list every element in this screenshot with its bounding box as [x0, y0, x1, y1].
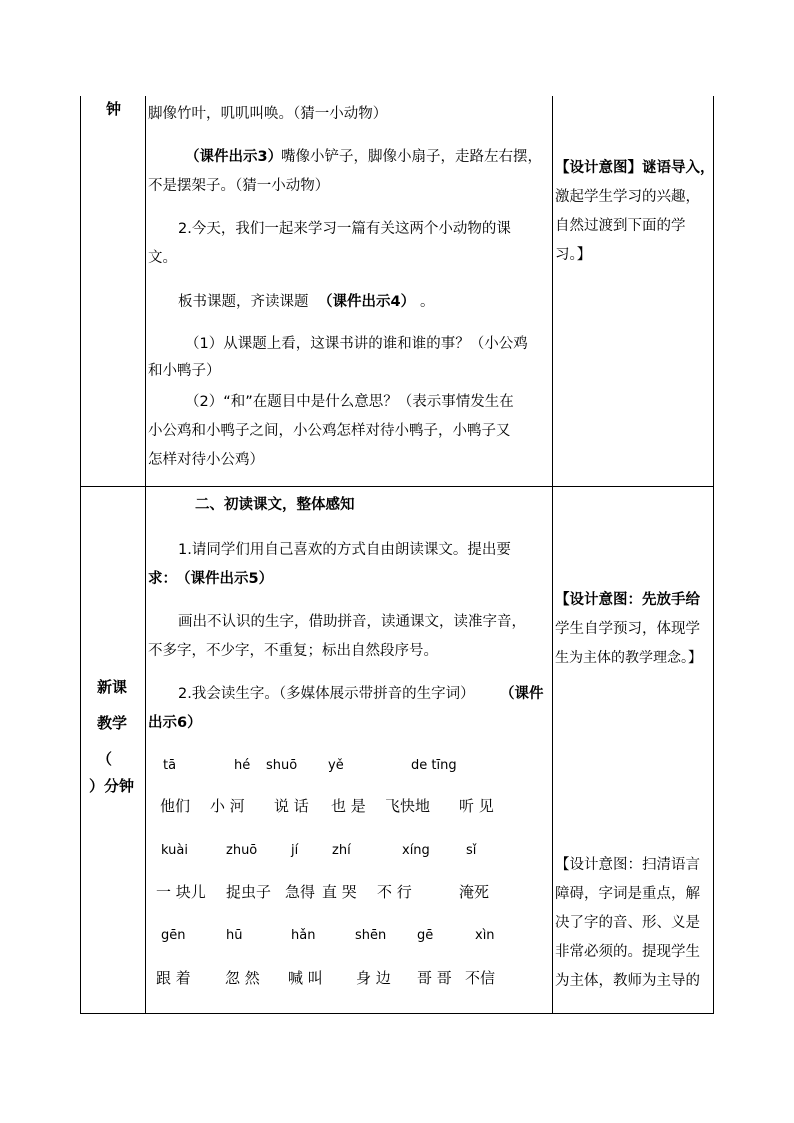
para-1-requirement-label: 求：	[148, 571, 177, 587]
question-1-line-2: 和小鸭子）	[148, 363, 221, 379]
question-2-line-1: （2）“和”在题目中是什么意思？（表示事情发生在	[185, 394, 514, 410]
courseware-ref-6a: （课件	[500, 686, 544, 702]
question-1-line-1: （1）从课题上看，这课书讲的谁和谁的事？（小公鸡	[185, 336, 528, 352]
word-genzhe: 跟 着	[156, 969, 191, 987]
word-yikuair: 一 块儿	[156, 883, 206, 901]
intent-1-line-3: 自然过渡到下面的学	[555, 218, 686, 234]
table-bottom-border	[80, 1013, 714, 1014]
pinyin-gen: gēn	[161, 928, 186, 943]
pinyin-he: hé	[234, 758, 251, 773]
intent-2-line-1: 【设计意图：先放手给	[555, 592, 700, 608]
word-shenbian: 身 边	[356, 969, 391, 987]
pinyin-xing: xíng	[402, 843, 430, 858]
question-2-line-2: 小公鸡和小鸭子之间，小公鸡怎样对待小鸭子，小鸭子又	[148, 423, 511, 439]
intent-1-line-1: 【设计意图】谜语导入，	[555, 160, 715, 176]
minutes-label: ）分钟	[89, 777, 135, 795]
minutes-open-paren: （	[97, 750, 113, 768]
word-gege: 哥 哥	[417, 969, 452, 987]
word-zhiku: 直 哭	[322, 883, 357, 901]
intro-line-2: 文。	[148, 250, 177, 266]
table-row-divider	[80, 486, 714, 487]
intent-3-line-2: 障碍，字词是重点，解	[555, 886, 700, 902]
word-yansi: 淹死	[459, 883, 490, 901]
board-title-period: 。	[420, 294, 435, 310]
word-buxin: 不信	[465, 969, 496, 987]
word-buxing: 不 行	[377, 883, 412, 901]
riddle-line-3: 不是摆架子。（猜一小动物）	[148, 178, 330, 194]
table-col-divider-1	[145, 96, 146, 1014]
word-feikuaide: 飞快地	[385, 797, 431, 815]
pinyin-ge: gē	[417, 928, 434, 943]
para-2-line-1: 画出不认识的生字，借助拼音，读通课文，读准字音，	[178, 614, 526, 630]
pinyin-zhi: zhí	[332, 843, 351, 858]
word-xiaohe: 小 河	[210, 797, 245, 815]
word-huran: 忽 然	[225, 969, 260, 987]
para-1-line-1: 1.请同学们用自己喜欢的方式自由朗读课文。提出要	[178, 542, 511, 558]
board-title-text: 板书课题，齐读课题	[178, 294, 309, 310]
pinyin-ta: tā	[163, 758, 177, 773]
pinyin-ji: jí	[291, 843, 299, 858]
intent-3-line-4: 非常必须的。提现学生	[555, 944, 700, 960]
intent-2-line-3: 生为主体的教学理念。】	[555, 650, 702, 666]
courseware-ref-4: （课件出示4）	[318, 294, 416, 310]
pinyin-zhuo: zhuō	[226, 843, 258, 858]
new-lesson-label: 新课	[97, 678, 128, 696]
teaching-label: 教学	[97, 714, 128, 732]
pinyin-si: sǐ	[466, 843, 477, 858]
word-yeshi: 也 是	[331, 797, 366, 815]
pinyin-xin: xìn	[475, 928, 495, 943]
riddle-line-2: 嘴像小铲子，脚像小扇子，走路左右摆，	[281, 149, 542, 165]
pinyin-kuai: kuài	[161, 843, 188, 858]
pinyin-hu: hū	[226, 928, 243, 943]
word-zhuochongzi: 捉虫子	[226, 883, 272, 901]
intent-1-line-4: 习。】	[555, 247, 592, 263]
pinyin-han: hǎn	[291, 928, 316, 943]
table-left-border	[80, 96, 81, 1014]
section-2-heading: 二、初读课文，整体感知	[195, 497, 355, 513]
courseware-ref-5: （课件出示5）	[176, 571, 274, 587]
intro-line-1: 2.今天，我们一起来学习一篇有关这两个小动物的课	[178, 221, 511, 237]
table-right-border	[713, 96, 714, 1014]
para-2-line-2: 不多字，不少字，不重复；标出自然段序号。	[148, 643, 438, 659]
intent-2-line-2: 学生自学预习，体现学	[555, 621, 700, 637]
word-jide: 急得	[285, 883, 316, 901]
question-2-line-3: 怎样对待小公鸡）	[148, 452, 264, 468]
time-label-tail: 钟	[106, 100, 122, 118]
table-col-divider-2	[552, 96, 553, 1014]
courseware-ref-6b: 出示6）	[148, 715, 202, 731]
word-shuohua: 说 话	[274, 797, 309, 815]
intent-3-line-1: 【设计意图：扫清语言	[555, 857, 700, 873]
pinyin-shen: shēn	[355, 928, 387, 943]
para-3-line-1: 2.我会读生字。（多媒体展示带拼音的生字词）	[178, 686, 475, 702]
pinyin-de-ting: de tīng	[411, 758, 457, 773]
word-tingjian: 听 见	[459, 797, 494, 815]
word-tamen: 他们	[160, 797, 191, 815]
intent-3-line-3: 决了字的音、形、义是	[555, 915, 700, 931]
pinyin-shuo: shuō	[266, 758, 298, 773]
intent-3-line-5: 为主体，教师为主导的	[555, 973, 700, 989]
pinyin-ye: yě	[328, 758, 344, 773]
intent-1-line-2: 激起学生学习的兴趣，	[555, 189, 700, 205]
courseware-ref-3: （课件出示3）	[185, 149, 283, 165]
riddle-line-1: 脚像竹叶，叽叽叫唤。（猜一小动物）	[148, 106, 388, 122]
word-hanjiao: 喊 叫	[288, 969, 323, 987]
